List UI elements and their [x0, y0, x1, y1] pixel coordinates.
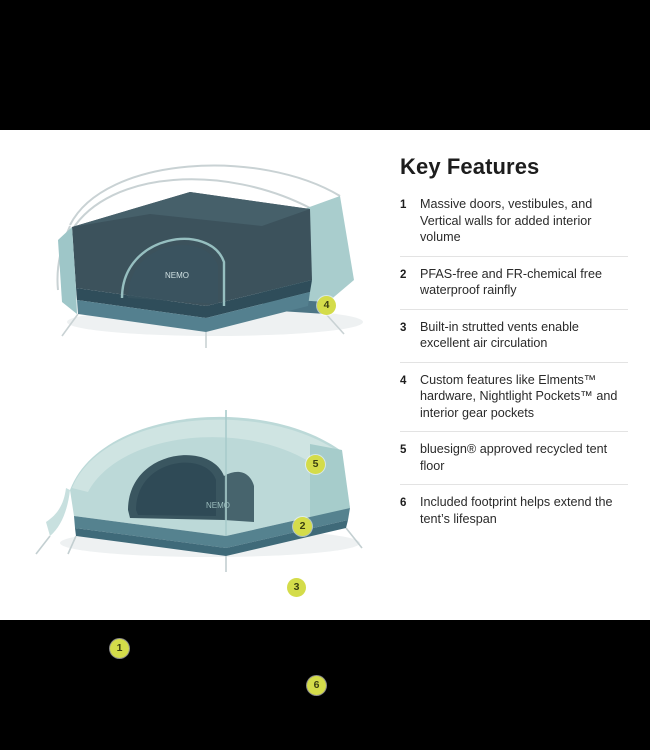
tent-inner-mesh-body-illustration [10, 130, 400, 375]
feature-number: 5 [400, 444, 407, 456]
feature-number: 2 [400, 268, 407, 281]
feature-item-1 [400, 196, 628, 256]
feature-number: 6 [400, 497, 407, 509]
feature-text: bluesign® approved recycled tent floor [420, 442, 608, 473]
callout-5[interactable]: 5 [306, 455, 325, 474]
feature-text: Built-in strutted vents enable excellent air circulation [420, 319, 579, 350]
feature-text: Included footprint helps extend the tent’s lifespan [420, 495, 613, 526]
feature-item-6 [400, 484, 628, 537]
feature-text: Custom features like Elments™ hardware, Nightlight Pockets™ and interior gear pockets [420, 372, 618, 420]
callout-6[interactable]: 6 [307, 676, 326, 695]
brand-label: NEMO [165, 271, 189, 280]
feature-text: Massive doors, vestibules, and Vertical walls for added interior volume [420, 197, 593, 244]
brand-label-2: NEMO [206, 501, 230, 510]
feature-text: PFAS-free and FR-chemical free waterproof rainfly [420, 266, 602, 297]
key-features-title: Key Features [400, 154, 540, 179]
tent-with-rainfly-illustration [10, 358, 400, 603]
feature-item-4 [400, 362, 628, 432]
callout-4[interactable]: 4 [317, 296, 336, 315]
callout-1[interactable]: 1 [110, 639, 129, 658]
door-flap [224, 472, 254, 522]
product-feature-graphic [0, 130, 650, 691]
callout-3[interactable]: 3 [287, 578, 306, 597]
feature-number: 1 [400, 199, 407, 211]
vestibule-rolled-door [46, 488, 70, 536]
feature-number: 4 [400, 374, 407, 387]
feature-item-5 [400, 431, 628, 484]
feature-number: 3 [400, 321, 407, 334]
feature-item-3 [400, 309, 628, 362]
callout-2[interactable]: 2 [293, 517, 312, 536]
feature-item-2 [400, 256, 628, 309]
content-sheet [0, 130, 650, 691]
key-features-panel [400, 154, 628, 537]
tent-illustrations [10, 130, 400, 691]
